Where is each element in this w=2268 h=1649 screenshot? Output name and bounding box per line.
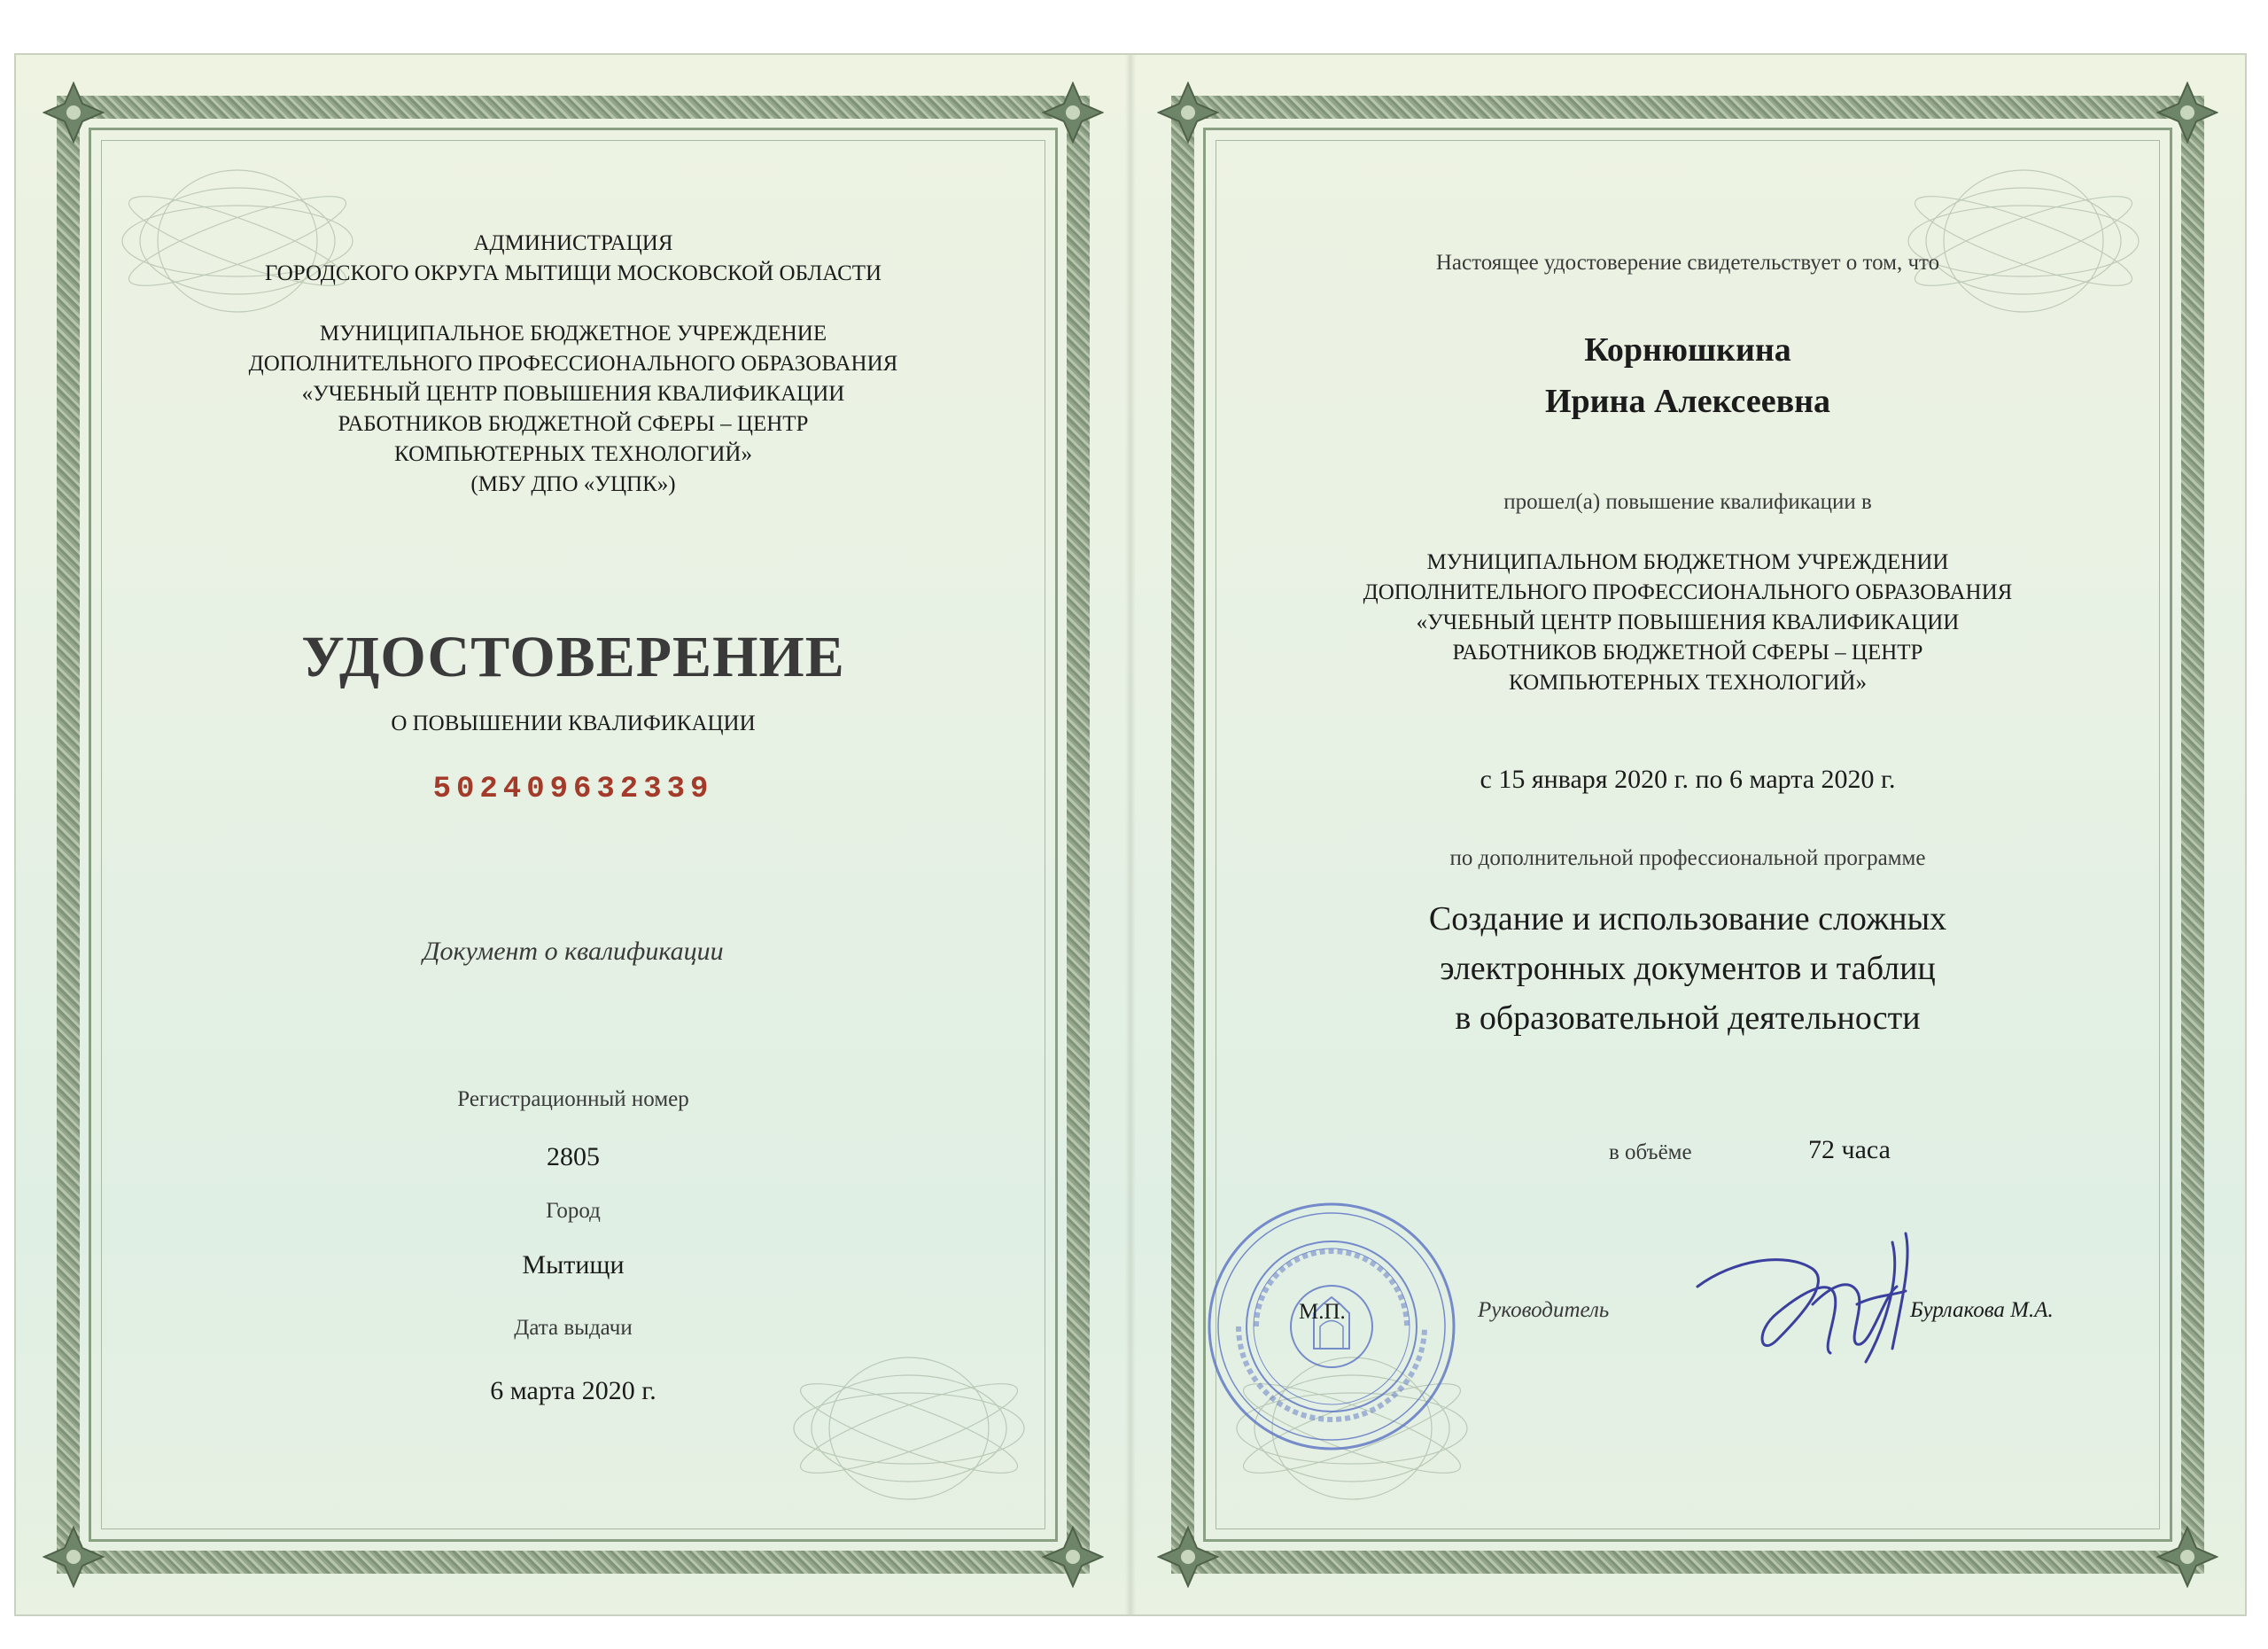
ornament-corner-icon — [1157, 82, 1219, 144]
org-line: КОМПЬЮТЕРНЫХ ТЕХНОЛОГИЙ» — [1509, 671, 1867, 695]
program-line: в образовательной деятельности — [1455, 1000, 1921, 1037]
ornament-corner-icon — [2156, 82, 2218, 144]
left-page — [16, 55, 1130, 1614]
volume-value: 72 часа — [1808, 1135, 1891, 1164]
intro-text: Настоящее удостоверение свидетельствует о том, что — [1435, 251, 1940, 275]
document-type: Документ о квалификации — [423, 937, 724, 966]
signature-icon — [1680, 1207, 1946, 1384]
org-line: КОМПЬЮТЕРНЫХ ТЕХНОЛОГИЙ» — [394, 442, 752, 466]
registration-number: 2805 — [547, 1142, 600, 1171]
admin-line: АДМИНИСТРАЦИЯ — [473, 231, 673, 255]
document-title: УДОСТОВЕРЕНИЕ — [301, 625, 845, 689]
volume-label: в объёме — [1609, 1140, 1692, 1164]
org-line: «УЧЕБНЫЙ ЦЕНТР ПОВЫШЕНИЯ КВАЛИФИКАЦИИ — [301, 382, 845, 406]
org-line: РАБОТНИКОВ БЮДЖЕТНОЙ СФЕРЫ – ЦЕНТР — [338, 412, 809, 436]
holder-given-names: Ирина Алексеевна — [1544, 383, 1831, 420]
ornament-corner-icon — [43, 1526, 105, 1588]
ornament-corner-icon — [1042, 82, 1104, 144]
program-label: по дополнительной профессиональной программе — [1449, 846, 1926, 870]
ornament-corner-icon — [43, 82, 105, 144]
guilloche-pattern-icon — [785, 1340, 1033, 1517]
serial-number: 502409632339 — [432, 773, 714, 806]
right-page — [1130, 55, 2245, 1614]
holder-surname: Корнюшкина — [1584, 331, 1791, 369]
training-period: с 15 января 2020 г. по 6 марта 2020 г. — [1480, 765, 1896, 794]
org-line: МУНИЦИПАЛЬНОМ БЮДЖЕТНОМ УЧРЕЖДЕНИИ — [1426, 550, 1949, 574]
program-line: Создание и использование сложных — [1428, 900, 1947, 937]
ornament-corner-icon — [1042, 1526, 1104, 1588]
head-name: Бурлакова М.А. — [1910, 1298, 2054, 1322]
org-line: МУНИЦИПАЛЬНОЕ БЮДЖЕТНОЕ УЧРЕЖДЕНИЕ — [319, 322, 827, 346]
city-value: Мытищи — [522, 1250, 625, 1280]
org-line: «УЧЕБНЫЙ ЦЕНТР ПОВЫШЕНИЯ КВАЛИФИКАЦИИ — [1416, 611, 1960, 634]
ornament-corner-icon — [1157, 1526, 1219, 1588]
document-subtitle: О ПОВЫШЕНИИ КВАЛИФИКАЦИИ — [391, 712, 756, 735]
passed-label: прошел(а) повышение квалификации в — [1503, 490, 1872, 514]
org-line: РАБОТНИКОВ БЮДЖЕТНОЙ СФЕРЫ – ЦЕНТР — [1452, 641, 1923, 665]
ornament-corner-icon — [2156, 1526, 2218, 1588]
org-line: ДОПОЛНИТЕЛЬНОГО ПРОФЕССИОНАЛЬНОГО ОБРАЗОВАНИЯ — [248, 352, 898, 376]
certificate-spread — [16, 55, 2245, 1614]
admin-line: ГОРОДСКОГО ОКРУГА МЫТИЩИ МОСКОВСКОЙ ОБЛАСТИ — [264, 261, 882, 285]
issue-date-value: 6 марта 2020 г. — [490, 1376, 656, 1405]
registration-label: Регистрационный номер — [457, 1087, 689, 1111]
guilloche-pattern-icon — [1899, 152, 2148, 330]
issue-date-label: Дата выдачи — [514, 1316, 633, 1340]
org-line: ДОПОЛНИТЕЛЬНОГО ПРОФЕССИОНАЛЬНОГО ОБРАЗОВАНИЯ — [1363, 580, 2013, 604]
head-label: Руководитель — [1478, 1298, 1610, 1322]
org-line: (МБУ ДПО «УЦПК») — [470, 472, 676, 496]
city-label: Город — [546, 1199, 601, 1223]
seal-mark: М.П. — [1299, 1300, 1346, 1324]
program-line: электронных документов и таблиц — [1440, 950, 1936, 987]
